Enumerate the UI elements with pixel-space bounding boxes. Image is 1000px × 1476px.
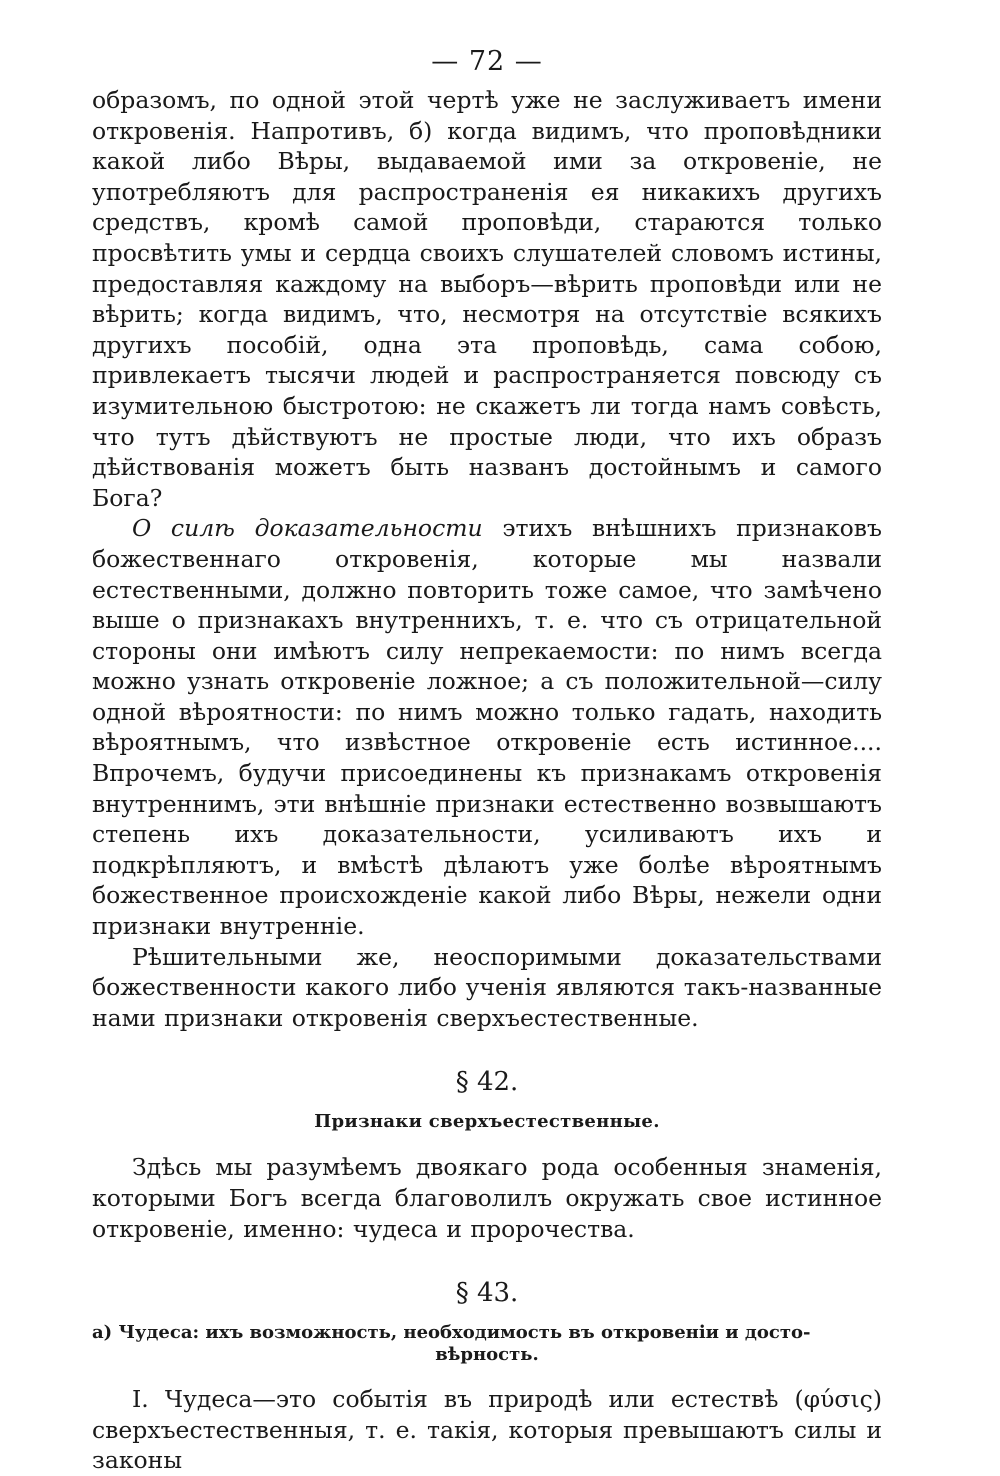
section-42-text: Здѣсь мы разумѣемъ двоякаго рода особенныя знаменія, которыми Богъ всегда благоволилъ окружать свое истинное откровеніе, именно: чудеса и пророчества. (92, 1153, 882, 1243)
section-43-subheading (92, 1322, 882, 1366)
paragraph-body: этихъ внѣшнихъ признаковъ божественнаго откровенія, которые мы назвали естественными, должно повторить тоже самое, что замѣчено выше о признакахъ внутреннихъ, т. е. что съ отрицательной стороны они имѣютъ силу непрекаемости: по нимъ всегда можно узнать откровеніе ложное; а съ положительной—силу одной вѣроятности: по нимъ можно только гадать, находить вѣроятнымъ, что извѣстное откровеніе есть истинное.... Впрочемъ, будучи присоединены къ признакамъ откровенія внутреннимъ, эти внѣшніе признаки естественно возвышаютъ степень ихъ доказательности, усиливаютъ ихъ и подкрѣпляютъ, и вмѣстѣ дѣлаютъ уже болѣе вѣроятнымъ божественное происхожденіе какой либо Вѣры, нежели одни признаки внутренніе. (92, 514, 882, 941)
italic-phrase: О силѣ доказательности (132, 514, 483, 543)
section-43-heading: § 43. (455, 1278, 519, 1309)
paragraph-continuation: образомъ, по одной этой чертѣ уже не заслуживаетъ имени откровенія. Напротивъ, б) когда видимъ, что проповѣдники какой либо Вѣры, выдаваемой ими за откровеніе, не употребляютъ для распространенія ея никакихъ другихъ средствъ, кромѣ самой проповѣди, стараются только просвѣтить умы и сердца своихъ слушателей словомъ истины, предоставляя каждому на выборъ—вѣрить проповѣди или не вѣрить; когда видимъ, что, несмотря на отсутствіе всякихъ другихъ пособій, одна эта проповѣдь, сама собою, привлекаетъ тысячи людей и распространяется повсюду съ изумительною быстротою: не скажетъ ли тогда намъ совѣсть, что тутъ дѣйствуютъ не простые люди, что ихъ образъ дѣйствованія можетъ быть названъ достойнымъ и самого Бога? (92, 86, 882, 512)
section-43-text: I. Чудеса—это событія въ природѣ или естествѣ (φύσις) сверхъестественныя, т. е. такія, которыя превышаютъ силы и законы (92, 1385, 882, 1475)
section-42-title: Признаки сверхъестественные. (314, 1111, 660, 1133)
subheading-line-2: вѣрность. (435, 1344, 539, 1366)
paragraph-proof-strength (92, 513, 882, 941)
section-42-heading: § 42. (455, 1067, 519, 1098)
page-number: — 72 — (431, 46, 543, 77)
subheading-line-1: а) Чудеса: ихъ возможность, необходимость въ откровеніи и досто- (92, 1322, 811, 1344)
paragraph-decisive-proofs: Рѣшительными же, неоспоримыми доказательствами божественности какого либо ученія являются такъ-названные нами признаки откровенія сверхъестественные. (92, 942, 882, 1032)
document-page (92, 46, 882, 1476)
